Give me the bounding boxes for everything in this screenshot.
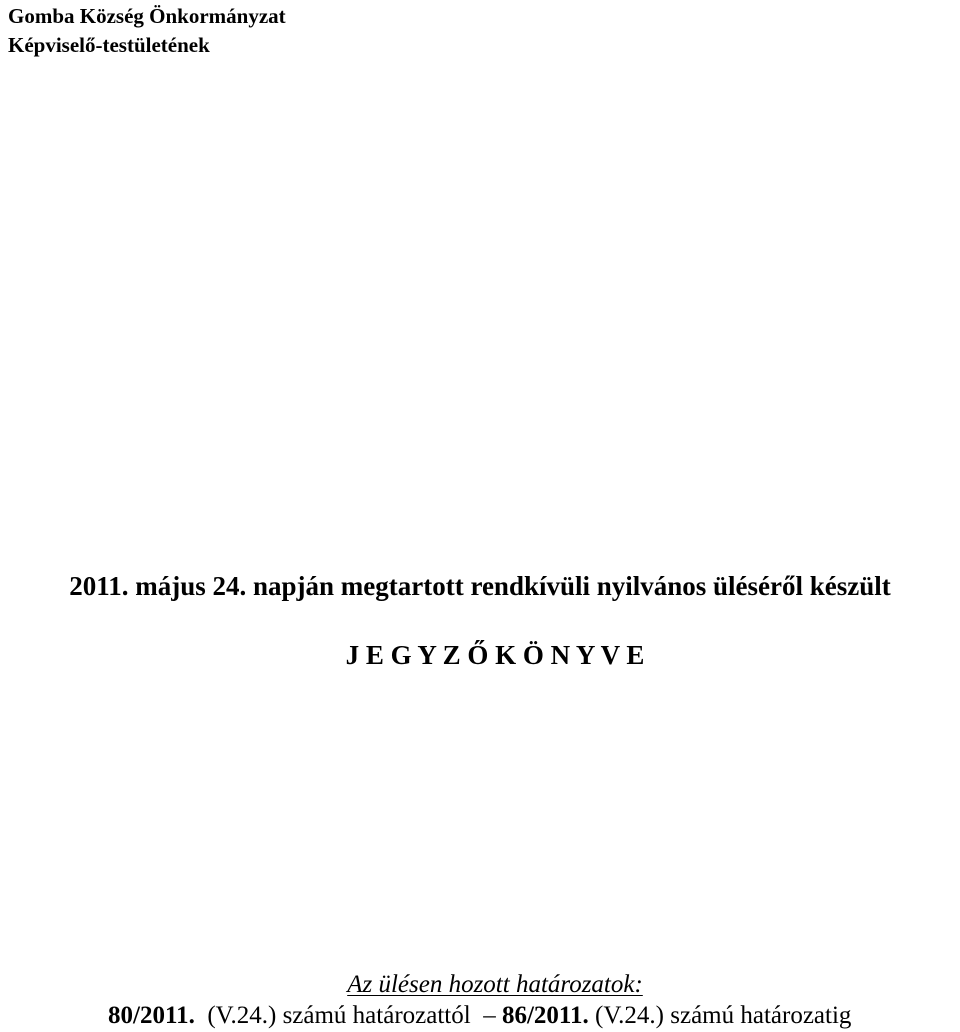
resolution-from-number: 80/2011. xyxy=(108,1002,195,1029)
resolution-to-date: (V.24.) xyxy=(595,1002,664,1029)
resolution-from-suffix: számú határozattól xyxy=(282,1002,471,1029)
document-title: J E G Y Z Ő K Ö N Y V E xyxy=(345,640,645,670)
resolution-to-number: 86/2011. xyxy=(501,1002,589,1029)
header-body-name: Képviselő-testületének xyxy=(8,33,210,57)
header-organization: Gomba Község Önkormányzat xyxy=(8,4,286,28)
resolutions-heading: Az ülésen hozott határozatok: xyxy=(347,971,643,998)
resolution-from-date: (V.24.) xyxy=(207,1002,277,1029)
range-dash: – xyxy=(483,1002,496,1029)
resolution-to-suffix: számú határozatig xyxy=(670,1002,852,1029)
session-description: 2011. május 24. napján megtartott rendkívüli nyilvános üléséről készült xyxy=(69,571,891,601)
resolutions-range xyxy=(108,1000,851,1032)
